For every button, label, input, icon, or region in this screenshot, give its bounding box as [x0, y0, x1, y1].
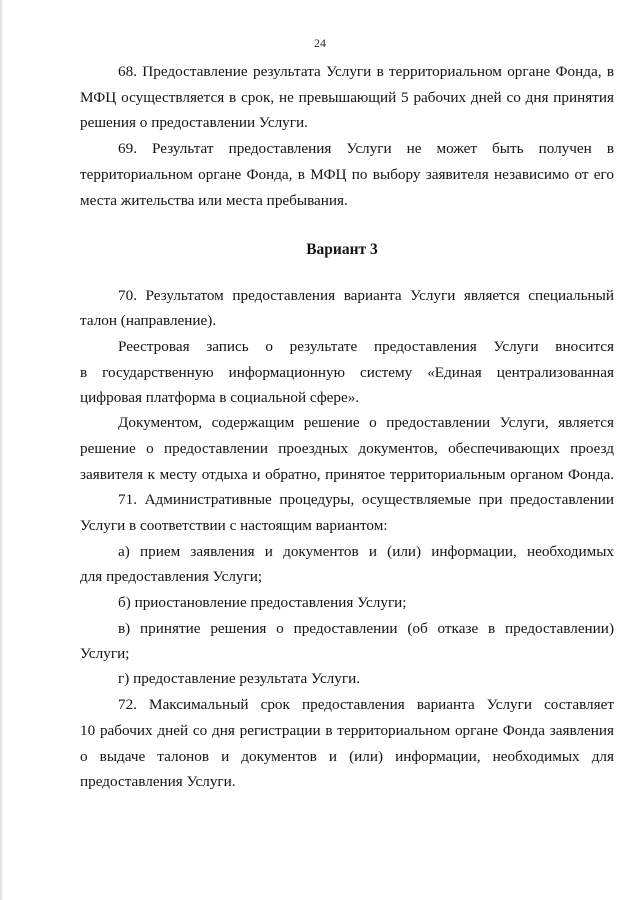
paragraph-69-line-3: места жительства или места пребывания.	[80, 192, 348, 209]
list-item-c-line-1: в) принятие решения о предоставлении (об отказе в предоставлении)	[118, 620, 614, 637]
registry-line-3: цифровая платформа в социальной сфере».	[80, 389, 360, 406]
document-line-1: Документом, содержащим решение о предоставлении Услуги, является	[118, 414, 614, 431]
scan-edge	[0, 0, 3, 900]
paragraph-71-line-1: 71. Административные процедуры, осуществляемые при предоставлении	[118, 491, 614, 508]
paragraph-71-line-2: Услуги в соответствии с настоящим вариантом:	[80, 517, 388, 534]
paragraph-68-line-1: 68. Предоставление результата Услуги в территориальном органе Фонда, в	[118, 63, 614, 80]
list-item-b: б) приостановление предоставления Услуги;	[118, 594, 407, 611]
document-line-2: решение о предоставлении проездных документов, обеспечивающих проезд	[80, 440, 614, 457]
registry-line-2: в государственную информационную систему «Единая централизованная	[80, 364, 614, 381]
paragraph-69-line-2: территориальном органе Фонда, в МФЦ по выбору заявителя независимо от его	[80, 166, 614, 183]
paragraph-70-line-1: 70. Результатом предоставления варианта Услуги является специальный	[118, 287, 614, 304]
section-heading: Вариант 3	[306, 241, 378, 258]
paragraph-72-line-1: 72. Максимальный срок предоставления варианта Услуги составляет	[118, 696, 614, 713]
paragraph-72-line-4: предоставления Услуги.	[80, 773, 236, 790]
registry-line-1: Реестровая запись о результате предоставления Услуги вносится	[118, 338, 614, 355]
document-line-3: заявителя к месту отдыха и обратно, принятое территориальным органом Фонда.	[80, 466, 614, 483]
paragraph-70-line-2: талон (направление).	[80, 312, 217, 329]
list-item-c-line-2: Услуги;	[80, 645, 130, 662]
list-item-a-line-2: для предоставления Услуги;	[80, 568, 263, 585]
paragraph-68-line-3: решения о предоставлении Услуги.	[80, 114, 308, 131]
paragraph-69-line-1: 69. Результат предоставления Услуги не может быть получен в	[118, 140, 614, 157]
paragraph-72-line-2: 10 рабочих дней со дня регистрации в территориальном органе Фонда заявления	[80, 722, 614, 739]
list-item-a-line-1: а) прием заявления и документов и (или) информации, необходимых	[118, 543, 614, 560]
paragraph-68-line-2: МФЦ осуществляется в срок, не превышающий 5 рабочих дней со дня принятия	[80, 89, 614, 106]
page-number: 24	[314, 36, 326, 50]
paragraph-72-line-3: о выдаче талонов и документов и (или) информации, необходимых для	[80, 748, 614, 765]
list-item-d: г) предоставление результата Услуги.	[118, 670, 361, 687]
